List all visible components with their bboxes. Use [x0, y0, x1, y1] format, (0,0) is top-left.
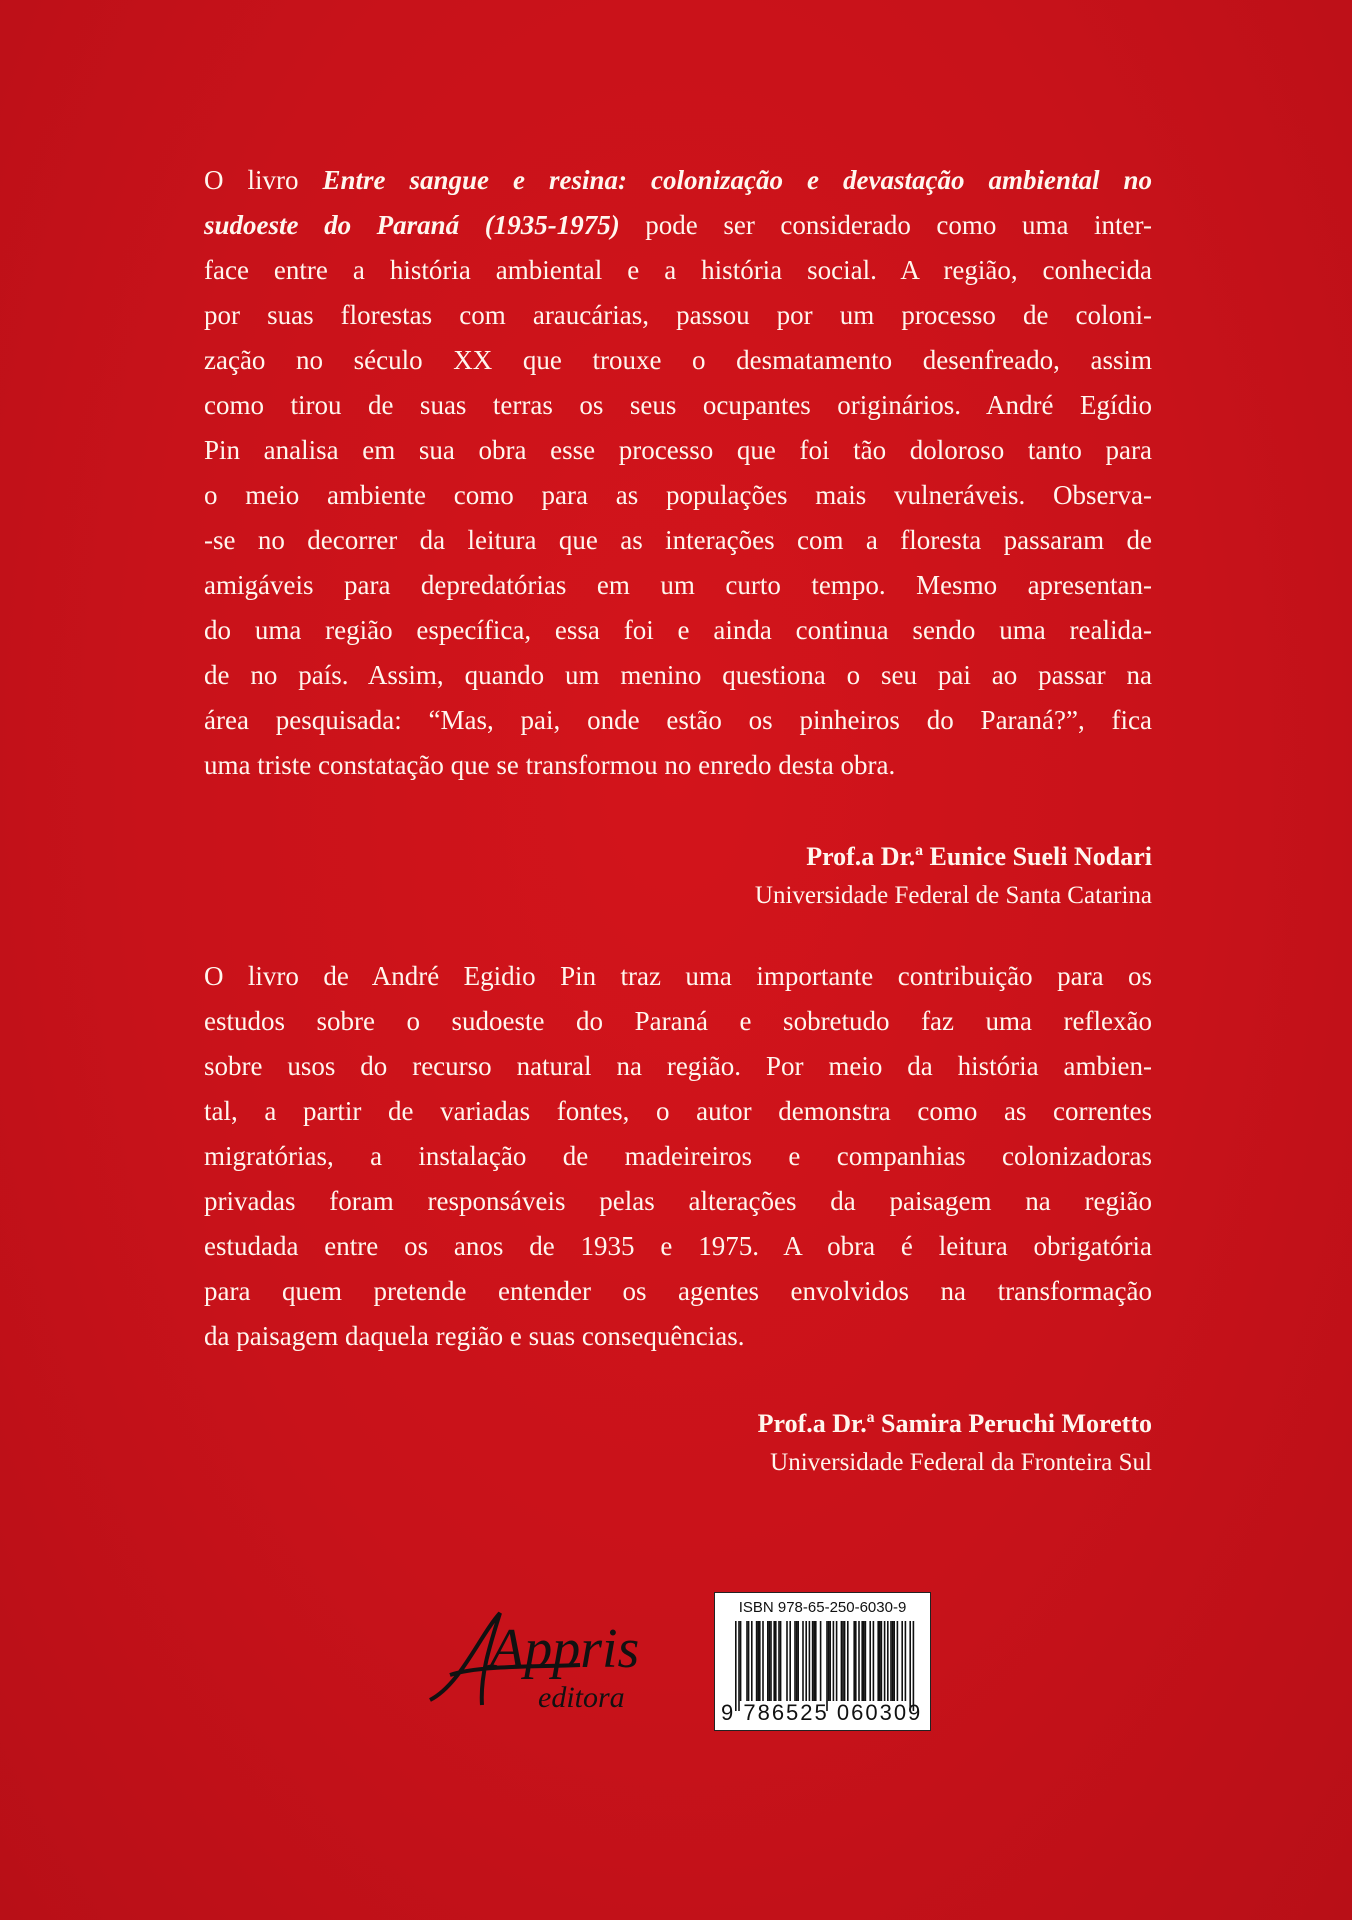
barcode-bar [813, 1621, 815, 1701]
text-line: estudada entre os anos de 1935 e 1975. A obra é leitura obrigatória [204, 1231, 1152, 1261]
text-line [204, 338, 1152, 383]
barcode-bar [805, 1621, 807, 1701]
text-line: para quem pretende entender os agentes envolvidos na transformação [204, 1276, 1152, 1306]
text-segment: do uma região específica, essa foi e ainda continua sendo uma realida- [204, 615, 1152, 645]
barcode-bar [892, 1621, 894, 1701]
text-line [204, 248, 1152, 293]
text-segment: pode ser considerado como uma inter- [619, 210, 1152, 240]
barcode-bar [751, 1621, 753, 1701]
review-1-text [204, 158, 1152, 788]
publisher-sub: editora [538, 1681, 625, 1714]
text-line [204, 158, 1152, 203]
barcode-bar [797, 1621, 799, 1701]
barcode-bar [789, 1621, 791, 1701]
barcode-bar [829, 1621, 831, 1701]
barcode-bar [853, 1621, 855, 1701]
barcode-bar [826, 1621, 828, 1711]
barcode-bar [812, 1621, 814, 1701]
review-2-text [204, 954, 1152, 1359]
barcode-bar [897, 1621, 899, 1701]
barcode-bar [775, 1621, 777, 1701]
barcode-bar [757, 1621, 759, 1701]
text-segment: área pesquisada: “Mas, pai, onde estão os pinheiros do Paraná?”, fica [204, 705, 1152, 735]
barcode-bar [738, 1621, 740, 1711]
barcode-bar [759, 1621, 761, 1701]
barcode-bar [748, 1621, 750, 1701]
barcode-bar [869, 1621, 871, 1701]
barcode-bar [740, 1621, 742, 1701]
text-segment: por suas florestas com araucárias, passou por um processo de coloni- [204, 300, 1152, 330]
barcode-bar [842, 1621, 844, 1701]
book-title-segment: Entre sangue e resina: colonização e devastação ambiental no [322, 165, 1152, 195]
review-1-author: Prof.a Dr.ª Eunice Sueli Nodari [806, 842, 1152, 871]
text-segment: como tirou de suas terras os seus ocupantes originários. André Egídio [204, 390, 1152, 420]
barcode-bar [820, 1621, 822, 1701]
review-2-affiliation: Universidade Federal da Fronteira Sul [770, 1449, 1152, 1476]
barcode-bar [762, 1621, 764, 1701]
barcode-bar [809, 1621, 811, 1701]
barcode-bar [863, 1621, 865, 1701]
barcode-bar [735, 1621, 737, 1711]
text-segment: Pin analisa em sua obra esse processo que foi tão doloroso tanto para [204, 435, 1152, 465]
text-line [204, 743, 1152, 788]
text-line: estudos sobre o sudoeste do Paraná e sobretudo faz uma reflexão [204, 1006, 1152, 1036]
text-line [204, 518, 1152, 563]
barcode-bar [802, 1621, 804, 1701]
text-segment: uma triste constatação que se transformou no enredo desta obra. [204, 750, 896, 780]
review-1-signature [755, 837, 1152, 915]
barcode-bar [879, 1621, 881, 1701]
barcode-bar [858, 1621, 860, 1701]
text-line: sobre usos do recurso natural na região. Por meio da história ambien- [204, 1051, 1152, 1081]
review-2-author: Prof.a Dr.ª Samira Peruchi Moretto [757, 1409, 1152, 1438]
text-segment: de no país. Assim, quando um menino questiona o seu pai ao passar na [204, 660, 1152, 690]
book-title-segment: sudoeste do Paraná (1935-1975) [204, 210, 620, 240]
barcode-bar [786, 1621, 788, 1701]
text-line: migratórias, a instalação de madeireiros e companhias colonizadoras [204, 1141, 1152, 1171]
barcode-bar [905, 1621, 907, 1701]
publisher-logo [420, 1605, 660, 1720]
text-line [204, 608, 1152, 653]
text-segment: -se no decorrer da leitura que as interações com a floresta passaram de [204, 525, 1152, 555]
review-1-affiliation: Universidade Federal de Santa Catarina [754, 882, 1152, 909]
text-segment: zação no século XX que trouxe o desmatamento desenfreado, assim [204, 345, 1152, 375]
text-segment: face entre a história ambiental e a história social. A região, conhecida [204, 255, 1152, 285]
barcode-bar [847, 1621, 849, 1701]
ean-number: 9 786525 060309 [721, 1700, 923, 1725]
text-line: O livro de André Egidio Pin traz uma importante contribuição para os [204, 961, 1152, 991]
barcode-bar [773, 1621, 775, 1701]
text-line [204, 203, 1152, 248]
barcode-bar [887, 1621, 889, 1701]
barcode-bar [890, 1621, 892, 1701]
barcode-bar [769, 1621, 771, 1701]
barcode-bar [815, 1621, 817, 1701]
isbn-barcode [714, 1592, 931, 1731]
barcode-bar [861, 1621, 863, 1701]
barcode-bar [778, 1621, 780, 1701]
barcode-bar [909, 1621, 911, 1711]
barcode-bar [913, 1621, 915, 1711]
barcode-bar [780, 1621, 782, 1701]
text-line [204, 428, 1152, 473]
publisher-name: Appris [490, 1618, 640, 1680]
text-segment: o meio ambiente como para as populações mais vulneráveis. Observa- [204, 480, 1152, 510]
text-line: tal, a partir de variadas fontes, o autor demonstra como as correntes [204, 1096, 1152, 1126]
barcode-bar [833, 1621, 835, 1701]
barcode-bar [855, 1621, 857, 1701]
barcode-bar [841, 1621, 843, 1701]
barcode-bar [756, 1621, 758, 1701]
barcode-bar [767, 1621, 769, 1701]
barcode-bar [770, 1621, 772, 1701]
barcode-bar [881, 1621, 883, 1701]
barcode-bar [836, 1621, 838, 1701]
barcode-bar [901, 1621, 903, 1701]
barcode-bar [828, 1621, 830, 1701]
barcode-bar [893, 1621, 895, 1701]
text-line [204, 698, 1152, 743]
text-line: privadas foram responsáveis pelas alterações da paisagem na região [204, 1186, 1152, 1216]
barcode-bars [735, 1621, 915, 1711]
barcode-bar [873, 1621, 875, 1701]
text-segment: O livro [204, 165, 323, 195]
text-line [204, 293, 1152, 338]
text-line [204, 383, 1152, 428]
text-line [204, 473, 1152, 518]
text-line [204, 563, 1152, 608]
text-segment: amigáveis para depredatórias em um curto tempo. Mesmo apresentan- [204, 570, 1152, 600]
text-line [204, 653, 1152, 698]
barcode-bar [877, 1621, 879, 1701]
isbn-label: ISBN 978-65-250-6030-9 [738, 1599, 907, 1616]
review-2-signature [758, 1404, 1152, 1482]
barcode-bar [746, 1621, 748, 1701]
text-line: da paisagem daquela região e suas consequências. [204, 1321, 745, 1351]
barcode-bar [884, 1621, 886, 1701]
barcode-bar [794, 1621, 796, 1701]
barcode-bar [865, 1621, 867, 1701]
barcode-bar [844, 1621, 846, 1701]
barcode-bar [796, 1621, 798, 1701]
